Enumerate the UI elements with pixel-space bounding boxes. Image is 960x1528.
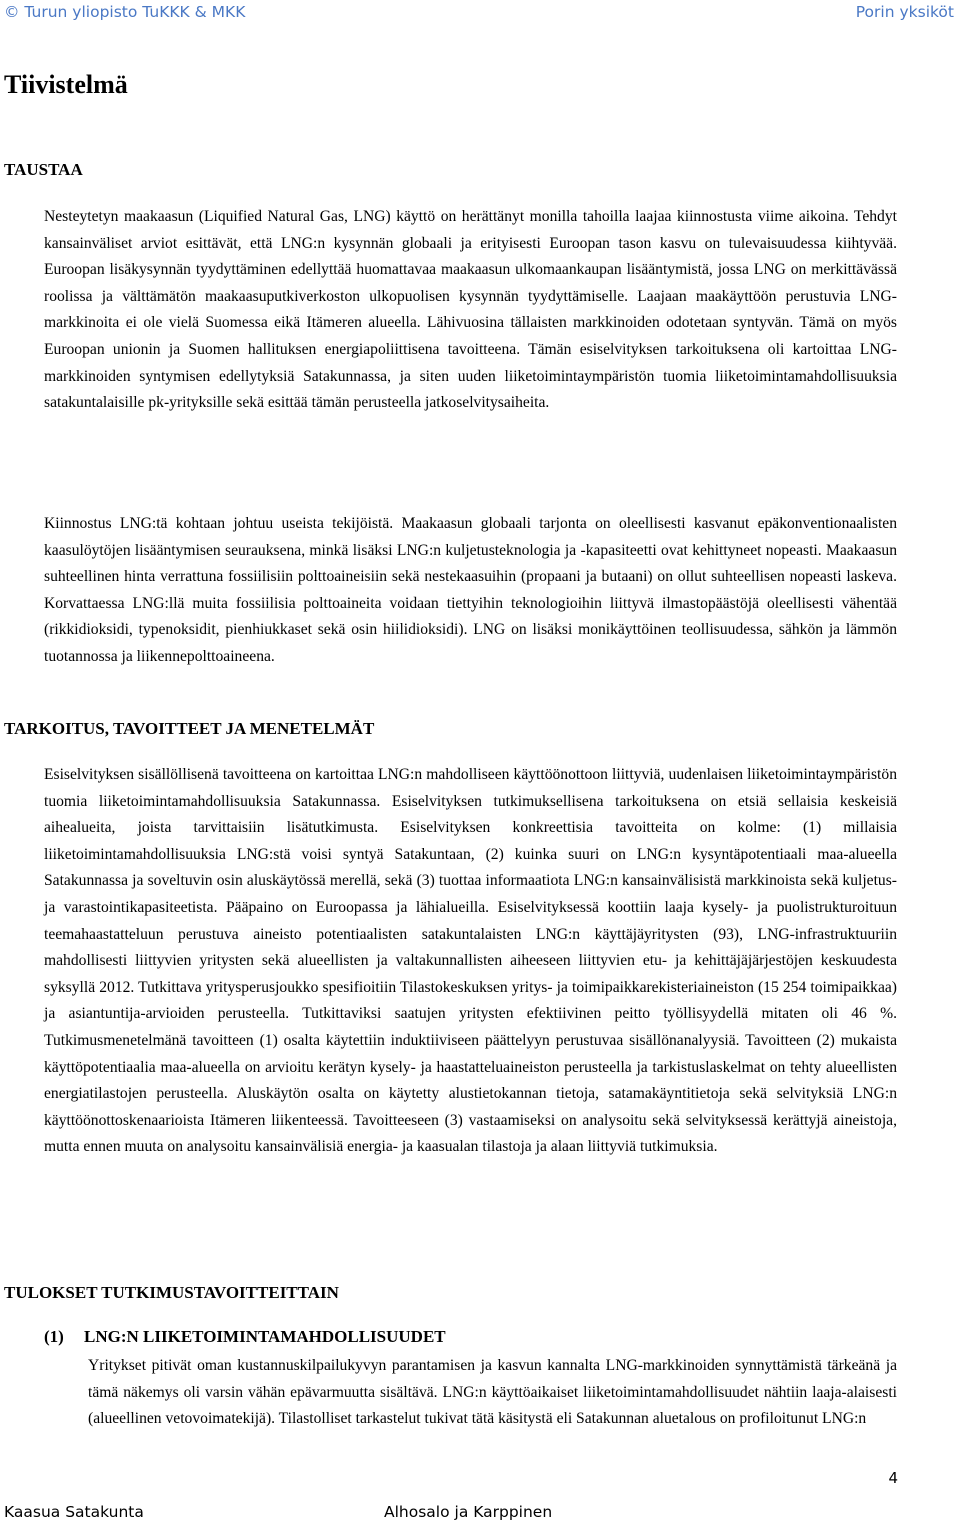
paragraph-tarkoitus-1: Esiselvityksen sisällöllisenä tavoitteena on kartoittaa LNG:n mahdolliseen käyttöönottoon liittyviä, uudenlaisen liiketoimintaympäristön tuomia liiketoimintamahdollisuuksia Satakunnassa. Esiselvityksen tutkimuksellisena tarkoituksena on etsiä sellaisia keskeisiä aihealueita, joista tarvittaisiin lisätutkimusta. Esiselvityksen konkreettisia tavoitteita on kolme: (1) millaisia liiketoimintamahdollisuuksia LNG:stä voisi syntyä Satakuntaan, (2) kuinka suuri on LNG:n kysyntäpotentiaali maa-alueella Satakunnassa ja soveltuvin osin aluskäytössä merellä, sekä (3) tuottaa informaatiota LNG:n kansainvälisistä markkinoista sekä kuljetus- ja varastointikapasiteetista. Pääpaino on Euroopassa ja lähialueilla. Esiselvityksessä koottiin laaja kysely- ja puolistrukturoituun teemahaastatteluun perustuva aineisto potentiaalisten satakuntalaisten LNG:n käyttäjäyritysten (93), LNG-infrastruktuuriin mahdollisesti liittyvien yritysten sekä alueellisten ja valtakunnallisten aiheeseen liittyvien etu- ja kehittäjäjärjestöjen keskuudesta syksyllä 2012. Tutkittava yritysperusjoukko spesifioitiin Tilastokeskuksen yritys- ja toimipaikkarekisteriaineiston (15 254 toimipaikkaa) ja asiantuntija-arvioiden perusteella. Tutkittaviksi saatujen yritysten efektiivinen peitto työllisyydellä mitaten oli 46 %. Tutkimusmenetelmänä tavoitteen (1) osalta käytettiin induktiiviseen päättelyyn perustuvaa sisällönanalyysiä. Tavoitteen (2) mukaista käyttöpotentiaalia maa-alueella on arvioitu kerätyn kysely- ja haastatteluaineiston perusteella ja tarkistuslaskelmat on tehty alueellisten energiatilastojen perusteella. Aluskäytön osalta on käytetty alustietokannan tietoja, satamakäyntitietoja sekä selvityksiä LNG:n käyttöönottoskenaarioista Itämeren liikenteessä. Tavoitteeseen (3) vastaamiseksi on analysoitu sekä selvityksessä kerättyjä aineistoja, mutta ennen muuta on analysoitu kansainvälisiä energia- ja kaasualan tilastoja ja alaan liittyviä tutkimuksia. xyxy=(44,766,897,1156)
section-heading-tarkoitus: TARKOITUS, TAVOITTEET JA MENETELMÄT xyxy=(4,719,375,738)
subsection-heading-liiketoiminta xyxy=(44,1327,446,1347)
page-number: 4 xyxy=(888,1469,898,1487)
footer-left-text: Kaasua Satakunta xyxy=(4,1503,144,1521)
subsection-title: LNG:N LIIKETOIMINTAMAHDOLLISUUDET xyxy=(84,1327,446,1346)
header-right-text: Porin yksiköt xyxy=(855,3,954,21)
paragraph-taustaa-1: Nesteytetyn maakaasun (Liquified Natural Gas, LNG) käyttö on herättänyt monilla tahoilla laajaa kiinnostusta viime aikoina. Tehdyt kansainväliset arviot esittävät, että LNG:n kysynnän globaali ja erityisesti Euroopan tason kasvu on tulevaisuudessa kiihtyvää. Euroopan lisäkysynnän tyydyttäminen edellyttää huomattavaa maakaasun ulkomaankaupan lisääntymistä, jossa LNG on merkittävässä roolissa ja välttämätön maakaasuputkiverkoston ulkopuolisen kysynnän tyydyttämiselle. Laajaan maakäyttöön perustuvia LNG-markkinoita ei ole vielä Suomessa eikä Itämeren alueella. Lähivuosina tällaisten markkinoiden odotetaan syntyvän. Tämä on myös Euroopan unionin ja Suomen hallituksen energiapoliittisena tavoitteena. Tämän esiselvityksen tarkoituksena oli kartoittaa LNG-markkinoiden syntymisen edellytyksiä Satakunnassa, ja siten uuden liiketoimintaympäristön tuomia liiketoimintamahdollisuuksia satakuntalaisille pk-yrityksille sekä esittää tämän perusteella jatkoselvitysaiheita. xyxy=(44,208,897,412)
section-heading-taustaa: TAUSTAA xyxy=(4,160,83,179)
paragraph-taustaa-2: Kiinnostus LNG:tä kohtaan johtuu useista tekijöistä. Maakaasun globaali tarjonta on oleellisesti kasvanut epäkonventionaalisten kaasulöytöjen lisääntymisen seurauksena, minkä lisäksi LNG:n kuljetusteknologia ja -kapasiteetti ovat kehittyneet nopeasti. Maakaasun suhteellinen hinta verrattuna fossiilisiin polttoaineisiin sekä nestekaasuihin (propaani ja butaani) on ollut suhteellisen nopeasti laskeva. Korvattaessa LNG:llä muita fossiilisia polttoaineita voidaan tiettyihin teknologioihin liittyvä ilmastopäästöjä oleellisesti vähentää (rikkidioksidi, typenoksidit, pienhiukkaset sekä osin hiilidioksidi). LNG on lisäksi monikäyttöinen teollisuudessa, sähkön ja lämmön tuotannossa ja liikennepolttoaineena. xyxy=(44,515,897,665)
subsection-number: (1) xyxy=(44,1327,64,1346)
paragraph-liiketoiminta: Yritykset pitivät oman kustannuskilpailukyvyn parantamisen ja kasvun kannalta LNG-markkinoiden synnyttämistä tärkeänä ja tämä näkemys oli varsin vähän epävarmuutta sisältävä. LNG:n käyttöaikaiset liiketoimintamahdollisuudet nähtiin laaja-alaisesti (alueellinen vetovoimatekijä). Tilastolliset tarkastelut tukivat tätä käsitystä eli Satakunnan aluetalous on profiloitunut LNG:n xyxy=(88,1357,897,1428)
header-left-text: © Turun yliopisto TuKKK & MKK xyxy=(4,3,246,21)
page-title: Tiivistelmä xyxy=(4,70,128,99)
footer-center-text: Alhosalo ja Karppinen xyxy=(384,1503,553,1521)
section-heading-tulokset: TULOKSET TUTKIMUSTAVOITTEITTAIN xyxy=(4,1283,339,1302)
